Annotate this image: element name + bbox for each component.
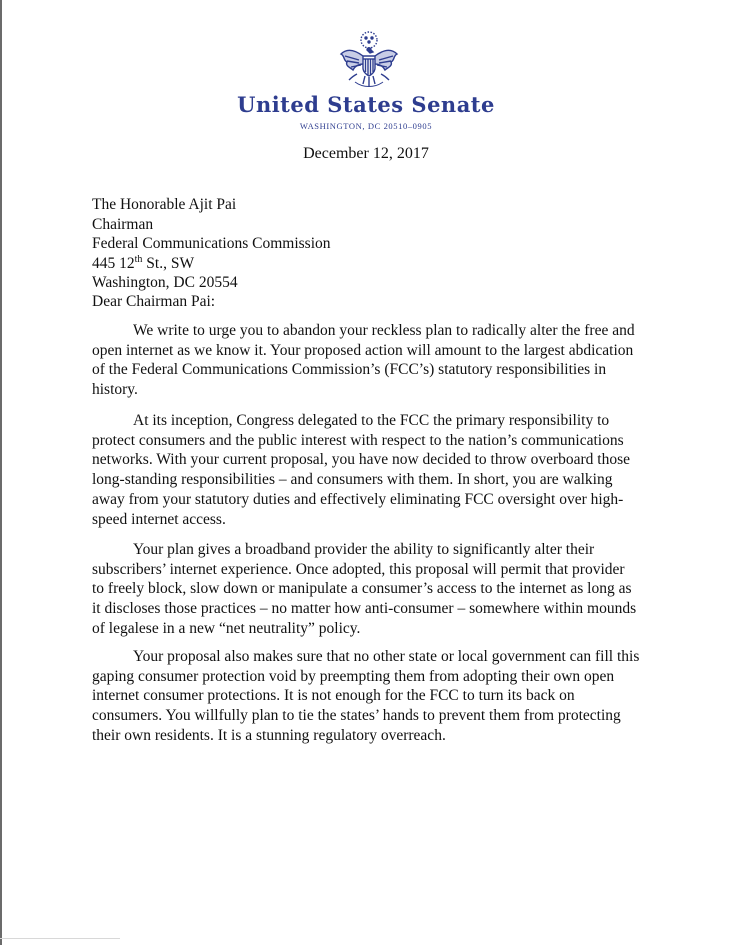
body-paragraph-1: We write to urge you to abandon your reckless plan to radically alter the free and open internet as we know it. Your proposed action will amount to the largest abdication of the Federal Communications Commission’s (FCC’s) statutory responsibilities in history. (92, 322, 635, 399)
recipient-city: Washington, DC 20554 (92, 274, 238, 292)
salutation: Dear Chairman Pai: (92, 293, 216, 310)
page-bottom-edge (0, 938, 120, 939)
street-ordinal-suffix: th (134, 253, 143, 265)
letter-date: December 12, 2017 (303, 145, 429, 162)
body-paragraph-3: Your plan gives a broadband provider the ability to significantly alter their subscribers’ internet experience. Once adopted, this proposal will permit that provider to freely block, slow down or manipulate a consumer’s access to the internet as long as it discloses those practices – no matter how anti-consumer – somewhere within mounds of legalese in a new “net neutrality” policy. (92, 541, 637, 637)
street-number: 445 12 (92, 254, 135, 272)
great-seal-eagle-icon (337, 28, 401, 90)
recipient-organization: Federal Communications Commission (92, 235, 331, 253)
recipient-name: The Honorable Ajit Pai (92, 196, 237, 213)
recipient-address-block (92, 195, 331, 293)
letterhead-address: WASHINGTON, DC 20510–0905 (299, 121, 433, 131)
body-paragraph-2: At its inception, Congress delegated to the FCC the primary responsibility to protect consumers and the public interest with respect to the nation’s communications networks. With your current proposal, you have now decided to throw overboard those long-standing responsibilities – and consumers with them. In short, you are walking away from your statutory duties and effectively eliminating FCC oversight over high-speed internet access. (92, 412, 631, 528)
body-paragraph-4: Your proposal also makes sure that no other state or local government can fill this gaping consumer protection void by preempting them from adopting their own open internet consumer protections. It is not enough for the FCC to turn its back on consumers. You willfully plan to tie the states’ hands to prevent them from protecting their own residents. It is a stunning regulatory overreach. (92, 648, 640, 744)
recipient-title: Chairman (92, 215, 154, 233)
street-rest: St., SW (142, 254, 195, 272)
page-left-edge (0, 0, 2, 945)
recipient-street (92, 254, 331, 274)
letterhead-title: United States Senate (237, 92, 495, 117)
